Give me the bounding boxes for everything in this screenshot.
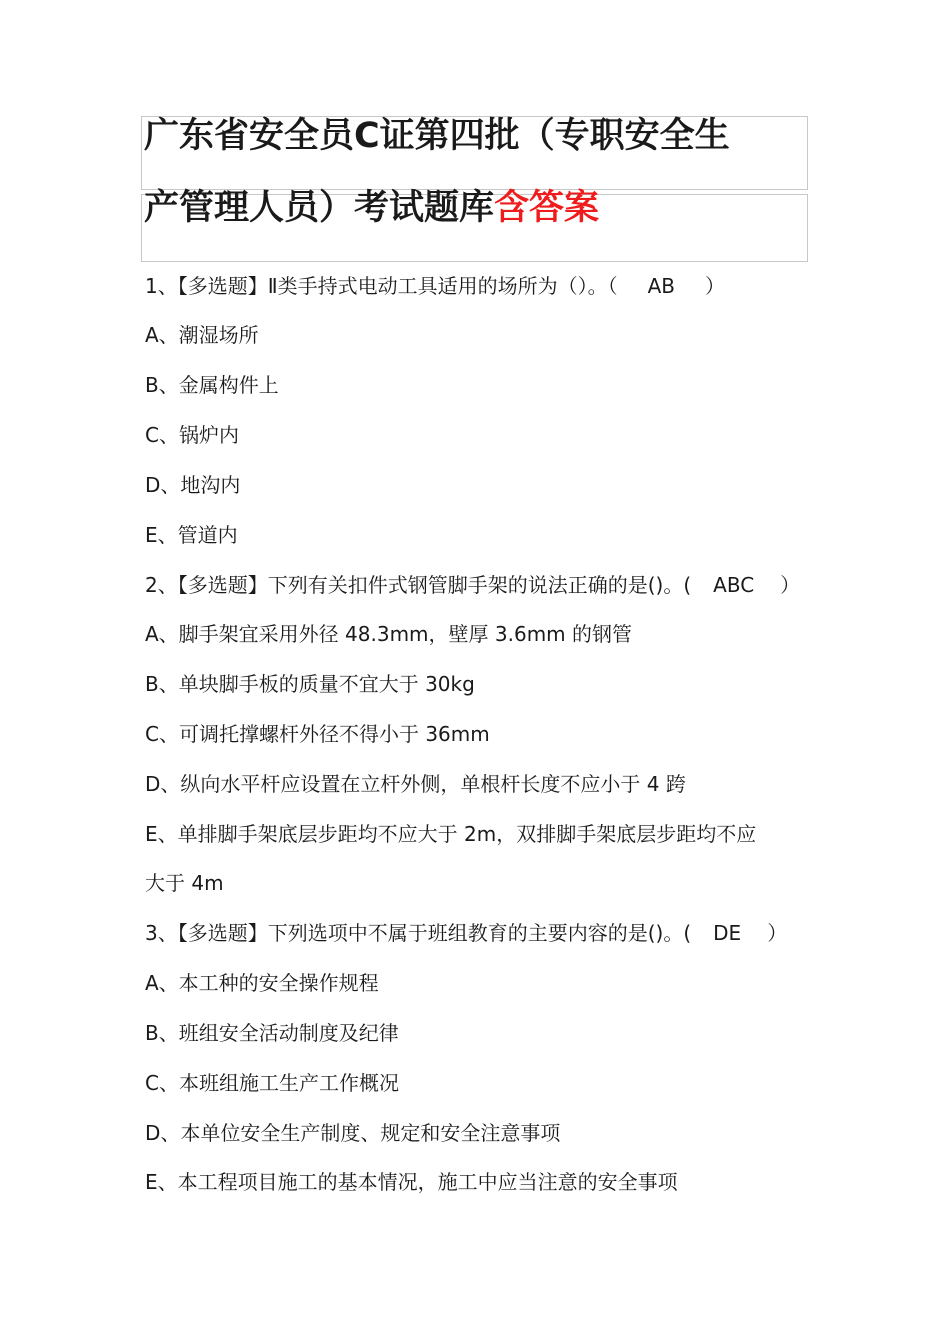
- question-answer: DE: [713, 921, 742, 945]
- question-2-option-a: A、脚手架宜采用外径 48.3mm，壁厚 3.6mm 的钢管: [145, 622, 633, 646]
- question-2-stem: [145, 571, 800, 599]
- question-close: ）: [704, 274, 725, 298]
- question-1-option-e: E、管道内: [145, 523, 238, 547]
- question-1-option-a: A、潮湿场所: [145, 323, 259, 347]
- question-1-option-c: C、锅炉内: [145, 423, 239, 447]
- question-stem-text: 3、【多选题】下列选项中不属于班组教育的主要内容的是()。(: [145, 921, 692, 945]
- document-title-main: 产管理人员）考试题库: [144, 188, 495, 228]
- question-stem-text: 1、【多选题】Ⅱ类手持式电动工具适用的场所为（）。（: [145, 274, 618, 298]
- document-title-line-2: [144, 180, 599, 230]
- question-1-stem: [145, 272, 725, 300]
- question-1-option-d: D、地沟内: [145, 473, 241, 497]
- question-2-option-d: D、纵向水平杆应设置在立杆外侧，单根杆长度不应小于 4 跨: [145, 772, 686, 796]
- question-close: ）: [767, 921, 788, 945]
- question-stem-text: 2、【多选题】下列有关扣件式钢管脚手架的说法正确的是()。(: [145, 573, 692, 597]
- question-2-option-e: E、单排脚手架底层步距均不应大于 2m，双排脚手架底层步距均不应: [145, 822, 757, 846]
- question-3-option-a: A、本工种的安全操作规程: [145, 971, 379, 995]
- question-3-option-d: D、本单位安全生产制度、规定和安全注意事项: [145, 1121, 561, 1145]
- question-2-option-c: C、可调托撑螺杆外径不得小于 36mm: [145, 722, 490, 746]
- question-1-option-b: B、金属构件上: [145, 373, 279, 397]
- question-2-option-b: B、单块脚手板的质量不宜大于 30kg: [145, 672, 475, 696]
- question-3-option-b: B、班组安全活动制度及纪律: [145, 1021, 399, 1045]
- question-answer: AB: [647, 274, 675, 298]
- question-3-option-c: C、本班组施工生产工作概况: [145, 1071, 399, 1095]
- question-close: ）: [780, 573, 801, 597]
- question-3-option-e: E、本工程项目施工的基本情况，施工中应当注意的安全事项: [145, 1170, 678, 1194]
- question-3-stem: [145, 919, 787, 947]
- document-title-line-1: 广东省安全员C证第四批（专职安全生: [144, 116, 730, 156]
- document-title-accent: 含答案: [494, 188, 600, 228]
- question-2-option-e-cont: 大于 4m: [145, 871, 224, 895]
- question-answer: ABC: [713, 573, 755, 597]
